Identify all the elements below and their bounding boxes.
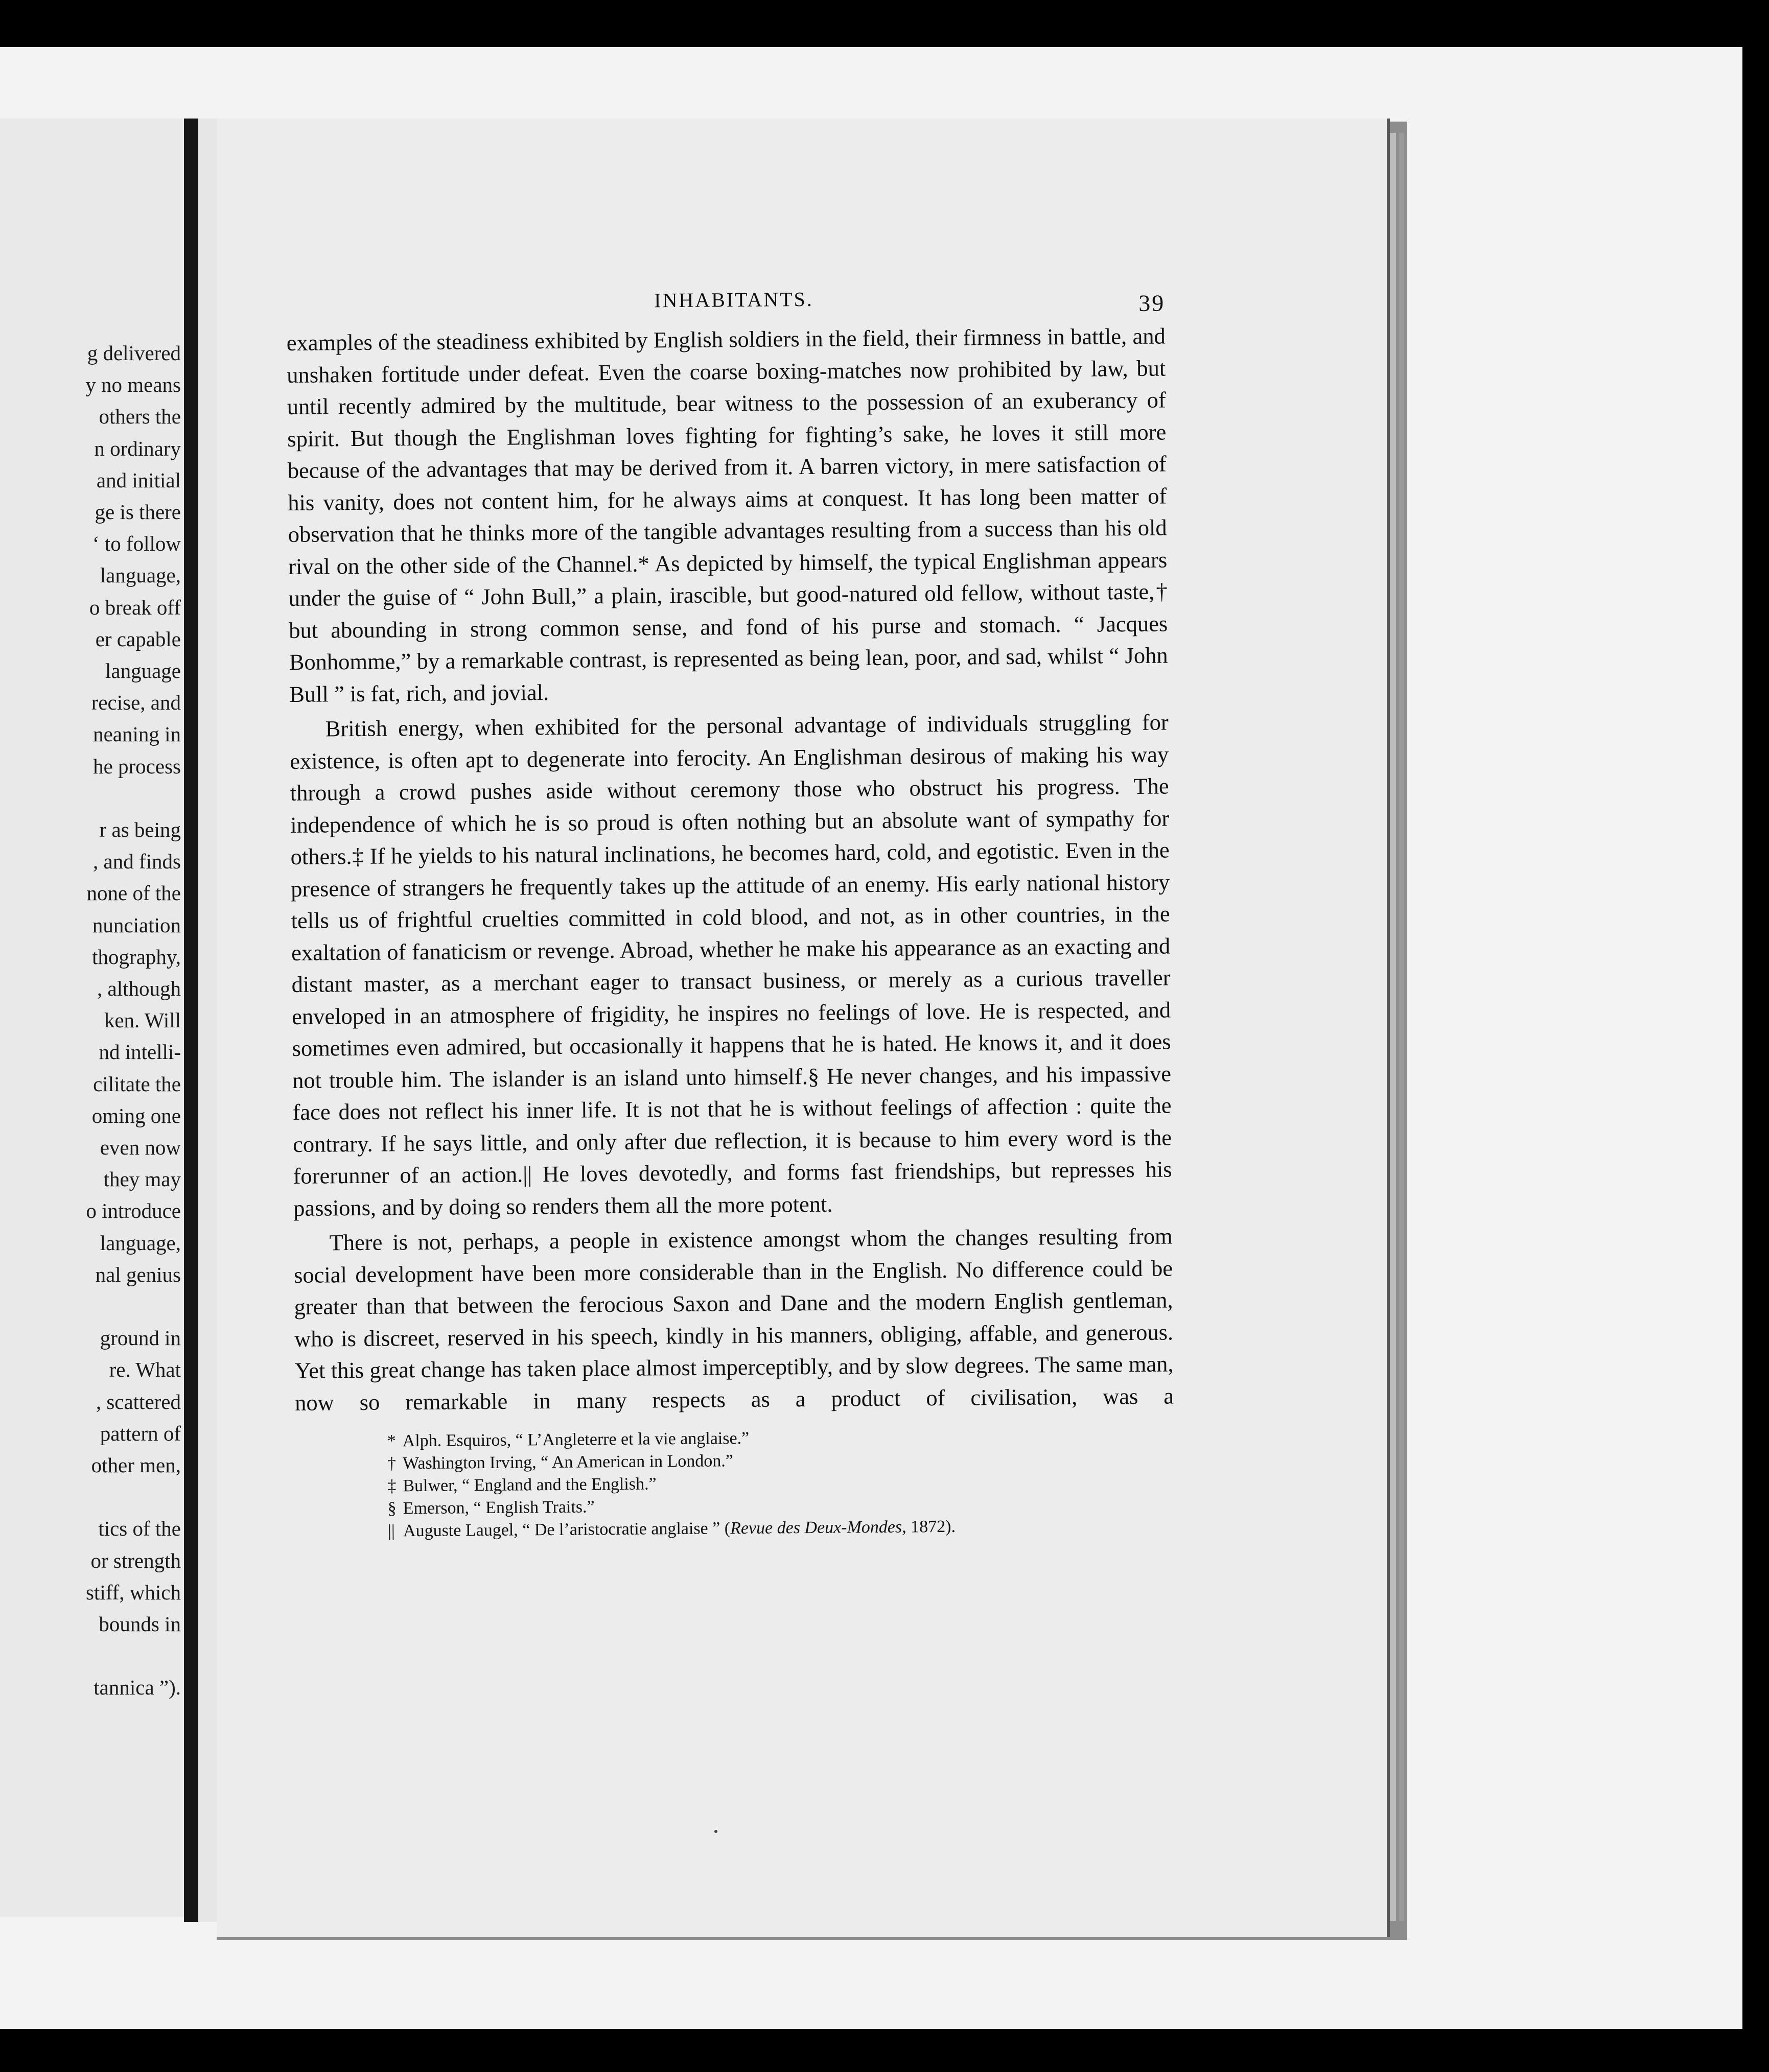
left-page-line: he process (93, 754, 181, 778)
footnote-mark: ‡ (387, 1476, 397, 1496)
left-page-line: even now (100, 1136, 181, 1159)
book-spine (184, 119, 198, 1922)
paragraph-3: There is not, perhaps, a people in existence amongst whom the changes resulting from social development have been more considerable than in the English. No difference could be greater than that between the ferocious Saxon and Dane and the modern English gentleman, who is discreet, reserved in his speech, kindly in his manners, obliging, affable, and generous. Yet this great change has taken place almost imperceptibly, and by slow degrees. The same man, now so remarkable in many respects as a product of civilisation, was a (293, 1223, 1174, 1416)
left-page-line: nunciation (92, 913, 181, 937)
left-page-line: language, (100, 563, 181, 587)
left-page-line: stiff, which (85, 1580, 181, 1604)
footnote-journal: Revue des Deux-Mondes (730, 1517, 902, 1538)
left-page-line: r as being (99, 818, 181, 841)
left-page-line: they may (103, 1167, 181, 1191)
footnote-text-end: , 1872). (902, 1517, 956, 1537)
left-page-line: language, (100, 1231, 181, 1255)
page-content (286, 284, 1175, 1543)
left-page-line: , although (97, 977, 181, 1000)
left-page-line: language (105, 659, 181, 682)
left-page-line: er capable (95, 627, 181, 651)
left-page-line: o break off (89, 595, 181, 619)
footnote-text: Alph. Esquiros, “ L’Angleterre et la vie anglaise.” (402, 1428, 750, 1451)
left-page-line: tics of the (98, 1517, 181, 1541)
left-page-line: pattern of (100, 1421, 181, 1445)
left-page-line: recise, and (91, 691, 181, 715)
left-page-line: ge is there (95, 500, 181, 524)
left-page-line: none of the (86, 881, 181, 905)
left-page-line: and initial (96, 468, 181, 492)
running-head (286, 284, 1165, 327)
footnote-text: Auguste Laugel, “ De l’aristocratie anglaise ” ( (403, 1519, 731, 1541)
left-page-line: ground in (100, 1326, 181, 1350)
left-page-line: o introduce (86, 1199, 181, 1223)
footnotes (295, 1424, 1175, 1543)
left-page-line: or strength (90, 1548, 181, 1572)
left-page-line: g delivered (87, 341, 181, 365)
page-edge (1399, 133, 1404, 1921)
paragraph-1: examples of the steadiness exhibited by English soldiers in the field, their firmness in battle, and unshaken fortitude under defeat. Even the coarse boxing-matches now prohibited by law, but until recently admired by the multitude, bear witness to the possession of an exuberancy of spirit. But though the Englishman loves fighting for fighting’s sake, he loves it still more because of the advantages that may be derived from it. A barren victory, in mere satisfaction of his vanity, does not content him, for he always aims at conquest. It has long been matter of observation that he thinks more of the tangible advantages resulting from a success than his old rival on the other side of the Channel.* As depicted by himself, the typical Englishman appears under the guise of “ John Bull,” a plain, irascible, but good-natured old fellow, without taste,† but abounding in strong common sense, and fond of his purse and stomach. “ Jacques Bonhomme,” by a remarkable contrast, is represented as being lean, poor, and sad, whilst “ John Bull ” is fat, rich, and jovial. (286, 323, 1168, 707)
left-page-line: , scattered (96, 1390, 181, 1414)
left-page-line: ‘ to follow (92, 532, 181, 556)
page-number: 39 (1138, 290, 1166, 316)
left-page-line: other men, (91, 1453, 181, 1477)
left-page-line: oming one (91, 1103, 181, 1127)
scan-speck (714, 1830, 717, 1833)
left-page-line: re. What (109, 1358, 181, 1382)
left-page-line: bounds in (99, 1612, 181, 1636)
left-page-line: , and finds (93, 850, 181, 874)
left-page-line: nd intelli- (99, 1040, 181, 1064)
left-page-line: thography, (92, 945, 181, 969)
left-page (0, 119, 184, 1917)
footnote-mark: § (387, 1499, 397, 1518)
footnote-mark: || (387, 1521, 395, 1541)
footnote-text: Bulwer, “ England and the English.” (403, 1474, 657, 1496)
left-page-line: others the (99, 405, 181, 429)
page-gutter (198, 119, 217, 1922)
left-page-line: cilitate the (93, 1072, 181, 1096)
left-page-line: tannica ”). (94, 1676, 181, 1700)
footnote-mark: † (387, 1454, 397, 1473)
running-head-title: INHABITANTS. (654, 287, 814, 312)
paragraph-2: British energy, when exhibited for the personal advantage of individuals struggling for existence, is often apt to degenerate into ferocity. An Englishman desirous of making his way through a crowd pushes aside without ceremony those who obstruct his progress. The independence of which he is so proud is often nothing but an absolute want of sympathy for others.‡ If he yields to his natural inclinations, he becomes hard, cold, and egotistic. Even in the presence of strangers he frequently takes up the attitude of an enemy. His early national history tells us of frightful cruelties committed in cold blood, and not, as in other countries, in the exaltation of fanaticism or revenge. Abroad, whether he make his appearance as an exacting and distant master, as a merchant eager to transact business, or merely as a curious traveller enveloped in an atmosphere of frigidity, he inspires no feelings of love. He is respected, and sometimes even admired, but occasionally it happens that he is hated. He knows it, and it does not trouble him. The islander is an island unto himself.§ He never changes, and his impassive face does not reflect his inner life. It is not that he is without feelings of affection : quite the contrary. If he says little, and only after due reflection, it is because to him every word is the forerunner of an action.|| He loves devotedly, and forms fast friendships, but represses his passions, and by doing so renders them all the more potent. (290, 709, 1172, 1221)
footnote-mark: * (387, 1431, 396, 1451)
left-page-line: ken. Will (104, 1008, 181, 1032)
left-page-line: y no means (85, 373, 181, 397)
footnote-text: Emerson, “ English Traits.” (403, 1497, 595, 1518)
page-edge (1389, 133, 1396, 1921)
left-page-line: n ordinary (94, 436, 181, 460)
left-page-line: nal genius (95, 1262, 181, 1286)
footnote-text: Washington Irving, “ An American in London.” (402, 1451, 734, 1473)
left-page-line: neaning in (93, 722, 181, 746)
